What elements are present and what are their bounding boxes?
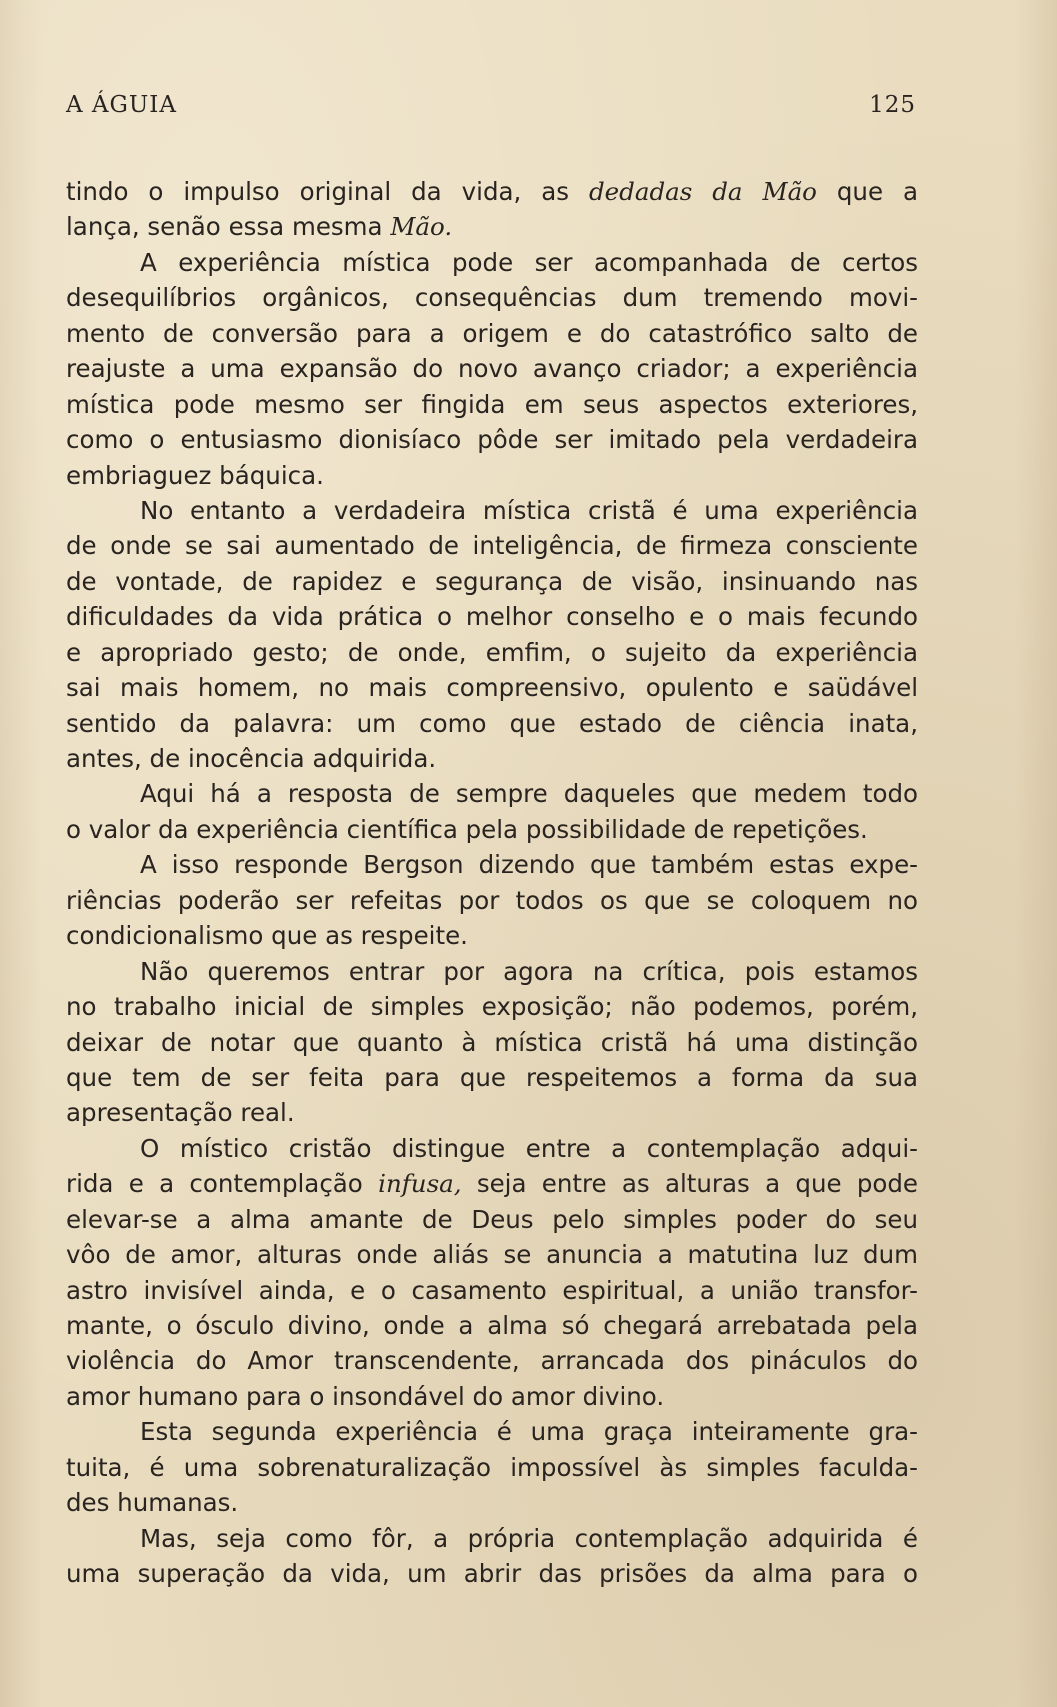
text-line [66, 351, 918, 386]
text-line [66, 1556, 918, 1591]
text-line [66, 812, 918, 847]
text-line [66, 1485, 918, 1520]
line-text: Aqui há a resposta de sempre daqueles que medem todo [140, 779, 918, 809]
line-text: desequilíbrios orgânicos, consequências dum tremendo movi- [66, 283, 918, 313]
text-line [66, 245, 918, 280]
line-text: elevar-se a alma amante de Deus pelo simples poder do seu [66, 1204, 918, 1234]
line-text: no trabalho inicial de simples exposição; não podemos, porém, [66, 992, 918, 1022]
text-line [66, 1273, 918, 1308]
text-line [66, 209, 918, 244]
text-line [66, 1450, 918, 1485]
line-text: mante, o ósculo divino, onde a alma só chegará arrebatada pela [66, 1311, 918, 1340]
line-text: condicionalismo que as respeite. [66, 921, 468, 951]
text-line [66, 387, 918, 422]
text-line [66, 1166, 918, 1201]
line-text: que tem de ser feita para que respeitemos a forma da sua [66, 1062, 918, 1092]
running-head [66, 92, 916, 132]
line-text: que a [816, 177, 918, 206]
text-line [66, 918, 918, 953]
line-text: astro invisível ainda, e o casamento espiritual, a união transfor- [66, 1275, 918, 1305]
text-line [66, 528, 918, 563]
line-text: e apropriado gesto; de onde, emfim, o sujeito da experiência [66, 637, 918, 667]
text-line [66, 847, 918, 882]
text-line [66, 1202, 918, 1237]
line-text: Esta segunda experiência é uma graça inteiramente gra- [140, 1417, 918, 1447]
text-line [66, 280, 918, 315]
line-text: rida e a contemplação [66, 1169, 379, 1199]
line-text: embriaguez báquica. [66, 460, 324, 490]
line-text: de vontade, de rapidez e segurança de visão, insinuando nas [66, 566, 918, 596]
line-text: Mas, seja como fôr, a própria contemplação adquirida é [140, 1523, 918, 1553]
text-line [66, 1521, 918, 1556]
body-text [66, 174, 918, 1592]
text-line [66, 1095, 918, 1130]
italic-text: infusa, [378, 1169, 462, 1199]
text-line [66, 564, 918, 599]
line-text: como o entusiasmo dionisíaco pôde ser imitado pela verdadeira [66, 425, 918, 455]
line-text: amor humano para o insondável do amor divino. [66, 1381, 665, 1411]
text-line [66, 599, 918, 634]
text-line [66, 776, 918, 811]
line-text: seja entre as alturas a que pode [461, 1169, 919, 1199]
line-text: riências poderão ser refeitas por todos os que se coloquem no [66, 885, 918, 915]
line-text: violência do Amor transcendente, arrancada dos pináculos do [66, 1346, 918, 1376]
text-line [66, 316, 918, 351]
italic-text: dedadas da Mão [588, 177, 817, 206]
text-line [66, 989, 918, 1024]
text-line [66, 635, 918, 670]
text-line [66, 741, 918, 776]
text-line [66, 1414, 918, 1449]
line-text: o valor da experiência científica pela possibilidade de repetições. [66, 814, 868, 844]
line-text: vôo de amor, alturas onde aliás se anuncia a matutina luz dum [66, 1240, 918, 1270]
text-line [66, 174, 918, 209]
line-text: mística pode mesmo ser fingida em seus aspectos exteriores, [66, 389, 918, 419]
text-line [66, 422, 918, 457]
text-line [66, 458, 918, 493]
line-text: Não queremos entrar por agora na crítica, pois estamos [140, 956, 918, 986]
line-text: des humanas. [66, 1488, 239, 1518]
line-text: O místico cristão distingue entre a contemplação adqui- [140, 1133, 918, 1163]
text-line [66, 883, 918, 918]
line-text: tuita, é uma sobrenaturalização impossível às simples faculda- [66, 1452, 918, 1482]
line-text: antes, de inocência adquirida. [66, 744, 437, 773]
text-line [66, 706, 918, 741]
line-text: No entanto a verdadeira mística cristã é uma experiência [140, 495, 918, 525]
text-line [66, 1308, 918, 1343]
text-line [66, 954, 918, 989]
line-text: A experiência mística pode ser acompanhada de certos [140, 247, 918, 277]
text-line [66, 1237, 918, 1272]
text-line [66, 1343, 918, 1378]
text-line [66, 670, 918, 705]
text-line [66, 493, 918, 528]
line-text: deixar de notar que quanto à mística cristã há uma distinção [66, 1027, 918, 1057]
italic-text: Mão. [390, 212, 453, 242]
line-text: de onde se sai aumentado de inteligência, de firmeza consciente [66, 531, 918, 561]
line-text: mento de conversão para a origem e do catastrófico salto de [66, 318, 918, 348]
line-text: reajuste a uma expansão do novo avanço criador; a experiência [66, 354, 918, 384]
line-text: sai mais homem, no mais compreensivo, opulento e saüdável [66, 673, 918, 703]
line-text: A isso responde Bergson dizendo que também estas expe- [140, 850, 918, 880]
running-head-title: A ÁGUIA [66, 92, 177, 118]
text-line [66, 1060, 918, 1095]
line-text: lança, senão essa mesma [66, 212, 391, 242]
text-line [66, 1025, 918, 1060]
line-text: apresentação real. [66, 1098, 295, 1128]
line-text: uma superação da vida, um abrir das prisões da alma para o [66, 1559, 918, 1589]
text-line [66, 1379, 918, 1414]
text-line [66, 1131, 918, 1166]
line-text: tindo o impulso original da vida, as [66, 177, 589, 206]
page-number: 125 [869, 92, 916, 118]
line-text: sentido da palavra: um como que estado de ciência inata, [66, 708, 918, 738]
line-text: dificuldades da vida prática o melhor conselho e o mais fecundo [66, 602, 918, 632]
